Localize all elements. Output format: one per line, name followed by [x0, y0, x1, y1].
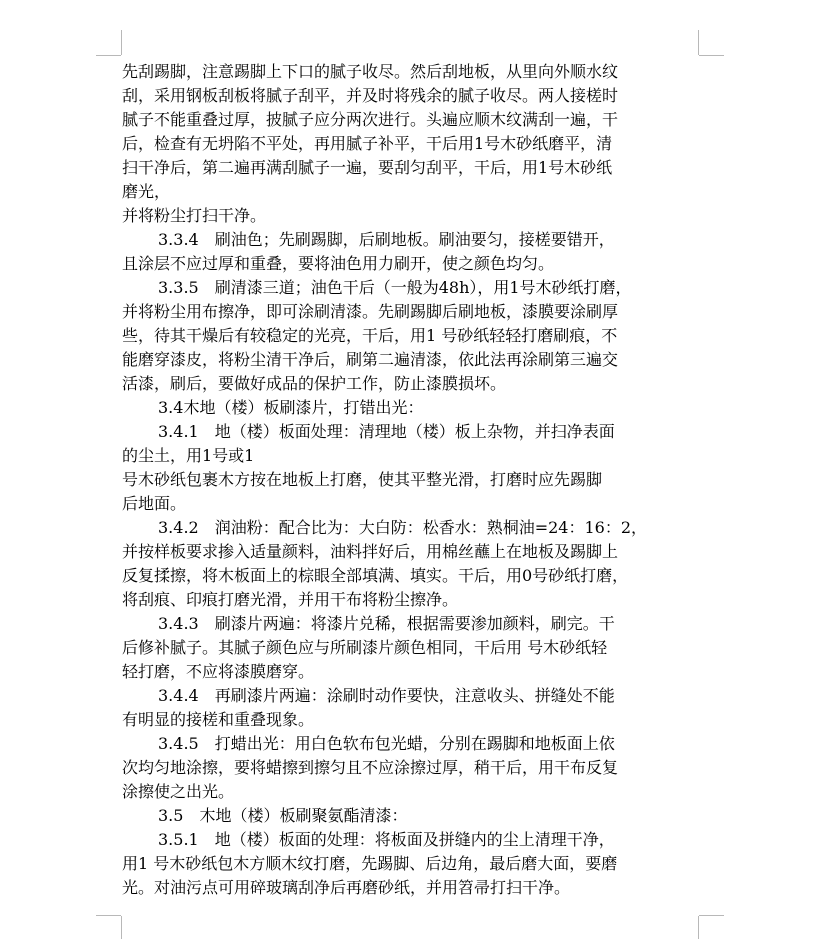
- text-line: 3.5 木地（楼）板刷聚氨酯清漆：: [158, 806, 408, 825]
- crop-mark-bottom-left-v: [121, 916, 122, 939]
- text-line: 并将粉尘打扫干净。: [122, 206, 267, 225]
- crop-mark-bottom-right-h: [699, 915, 724, 916]
- text-line: 扫干净后，第二遍再满刮腻子一遍，要刮匀刮平，干后，用1号木砂纸: [122, 158, 613, 177]
- text-line: 活漆，刷后，要做好成品的保护工作，防止漆膜损坏。: [122, 374, 507, 393]
- text-line: 用1 号木砂纸包木方顺木纹打磨，先踢脚、后边角，最后磨大面，要磨: [122, 854, 618, 873]
- text-line: 3.4.4 再刷漆片两遍：涂刷时动作要快，注意收头、拼缝处不能: [158, 686, 615, 705]
- crop-mark-top-right-h: [699, 55, 724, 56]
- text-line: 反复揉擦，将木板面上的棕眼全部填满、填实。干后，用0号砂纸打磨，: [122, 566, 629, 585]
- text-line: 刮，采用钢板刮板将腻子刮平，并及时将残余的腻子收尽。两人接槎时: [122, 86, 619, 105]
- text-line: 先刮踢脚，注意踢脚上下口的腻子收尽。然后刮地板，从里向外顺水纹: [122, 62, 619, 81]
- text-line: 能磨穿漆皮，将粉尘清干净后，刷第二遍清漆，依此法再涂刷第三遍交: [122, 350, 619, 369]
- text-line: 后，检查有无坍陷不平处，再用腻子补平，干后用1号木砂纸磨平，清: [122, 134, 613, 153]
- text-line: 3.4.3 刷漆片两遍：将漆片兑稀，根据需要渗加颜料，刷完。干: [158, 614, 615, 633]
- text-line: 并按样板要求掺入适量颜料，油料拌好后，用棉丝蘸上在地板及踢脚上: [122, 542, 619, 561]
- text-line: 有明显的接槎和重叠现象。: [122, 710, 315, 729]
- text-line: 腻子不能重叠过厚，披腻子应分两次进行。头遍应顺木纹满刮一遍，干: [122, 110, 619, 129]
- crop-mark-top-left-v: [121, 30, 122, 55]
- text-line: 3.3.4 刷油色；先刷踢脚，后刷地板。刷油要匀，接槎要错开，: [158, 230, 615, 249]
- text-line: 涂擦使之出光。: [122, 782, 235, 801]
- text-line: 3.4木地（楼）板刷漆片，打错出光：: [158, 398, 424, 417]
- text-line: 后地面。: [122, 494, 187, 513]
- document-body: [122, 60, 698, 900]
- text-line: 3.5.1 地（楼）板面的处理：将板面及拼缝内的尘上清理干净，: [158, 830, 615, 849]
- text-line: 号木砂纸包裹木方按在地板上打磨，使其平整光滑，打磨时应先踢脚: [122, 470, 603, 489]
- text-line: 轻打磨，不应将漆膜磨穿。: [122, 662, 315, 681]
- text-line: 光。对油污点可用碎玻璃刮净后再磨砂纸，并用笤帚打扫干净。: [122, 878, 571, 897]
- crop-mark-top-right-v: [698, 30, 699, 55]
- text-line: 次均匀地涂擦，要将蜡擦到擦匀且不应涂擦过厚，稍干后，用干布反复: [122, 758, 619, 777]
- text-line: 3.4.2 润油粉：配合比为：大白防：松香水：熟桐油=24：16：2，: [158, 518, 648, 537]
- text-line: 3.3.5 刷清漆三道；油色干后（一般为48h），用1号木砂纸打磨，: [158, 278, 632, 297]
- text-line: 且涂层不应过厚和重叠，要将油色用力刷开，使之颜色均匀。: [122, 254, 555, 273]
- text-line: 并将粉尘用布擦净，即可涂刷清漆。先刷踢脚后刷地板，漆膜要涂刷厚: [122, 302, 619, 321]
- text-line: 后修补腻子。其腻子颜色应与所刷漆片颜色相同，干后用 号木砂纸轻: [122, 638, 608, 657]
- crop-mark-top-left-h: [96, 55, 121, 56]
- text-line: 磨光，: [122, 182, 171, 201]
- text-line: 的尘土，用1号或1: [122, 446, 255, 465]
- text-line: 将刮痕、印痕打磨光滑，并用干布将粉尘擦净。: [122, 590, 459, 609]
- text-line: 些，待其干燥后有较稳定的光亮，干后，用1 号砂纸轻轻打磨刷痕，不: [122, 326, 618, 345]
- text-line: 3.4.1 地（楼）板面处理：清理地（楼）板上杂物，并扫净表面: [158, 422, 615, 441]
- crop-mark-bottom-left-h: [96, 915, 121, 916]
- text-line: 3.4.5 打蜡出光：用白色软布包光蜡，分别在踢脚和地板面上依: [158, 734, 615, 753]
- crop-mark-bottom-right-v: [698, 916, 699, 939]
